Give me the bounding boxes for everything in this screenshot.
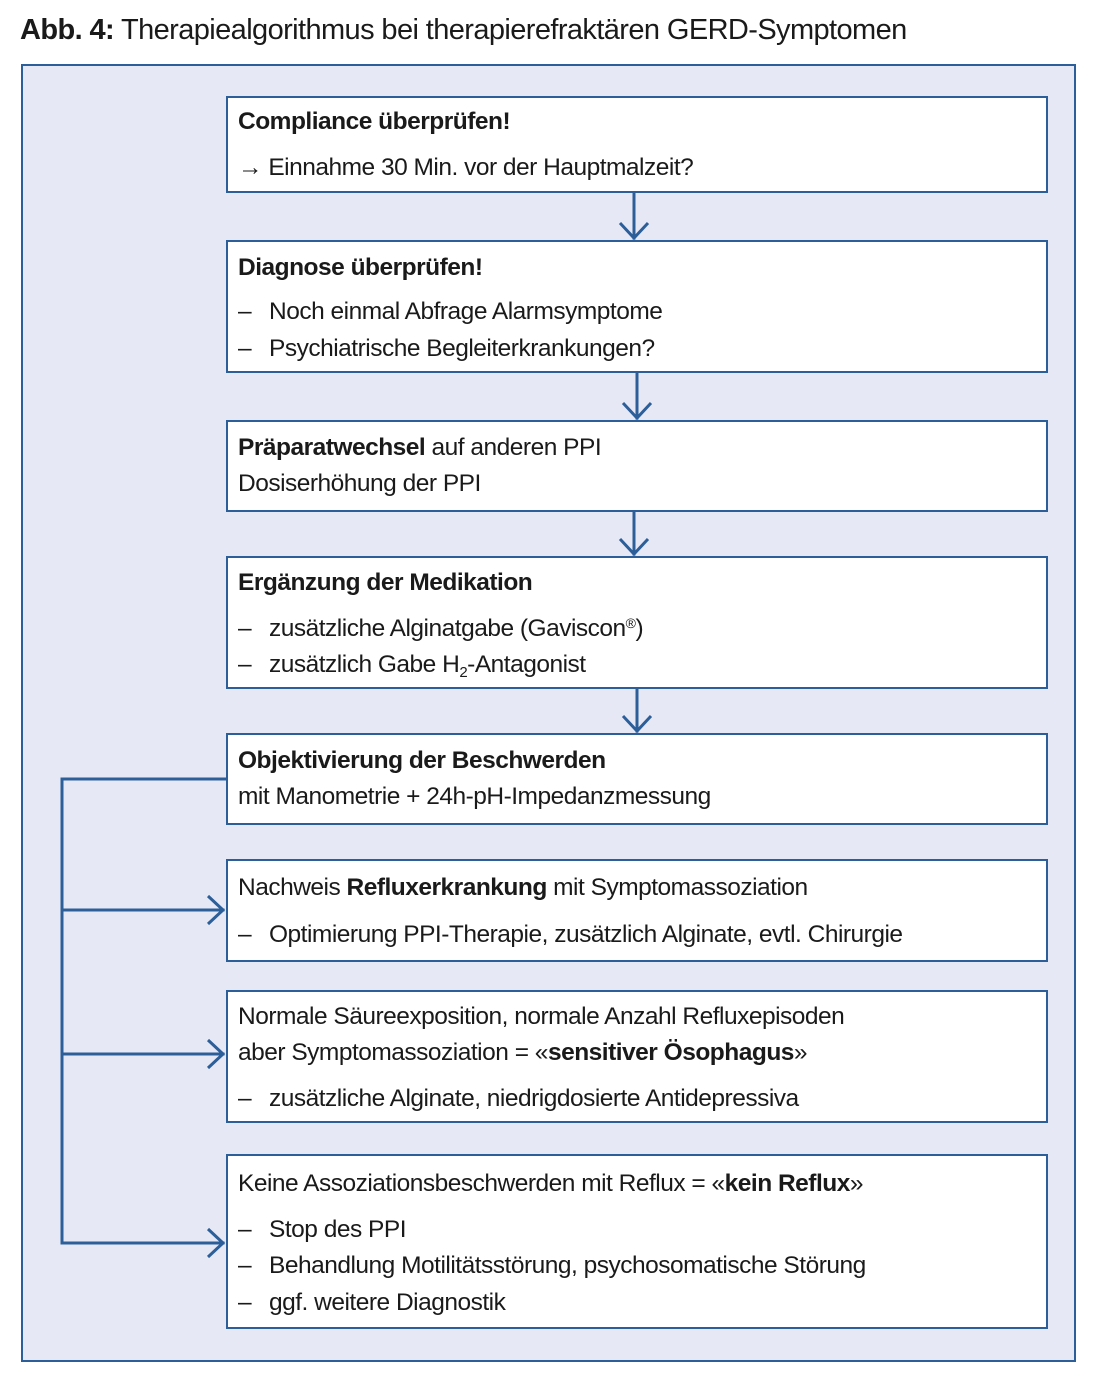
step-heading: Ergänzung der Medikation xyxy=(238,569,533,596)
outcome-intro: Keine Assoziationsbeschwerden mit Reflux = « xyxy=(238,1170,725,1197)
outcome-line: ggf. weitere Diagnostik xyxy=(269,1289,506,1316)
outcome-line: zusätzliche Alginate, niedrigdosierte Antidepressiva xyxy=(269,1085,799,1112)
outcome-intro: Normale Säureexposition, normale Anzahl Refluxepisoden xyxy=(238,1003,845,1030)
outcome-intro-bold: Refluxerkrankung xyxy=(346,874,547,901)
outcome-intro-bold: sensitiver Ösophagus xyxy=(547,1039,794,1066)
figure-label: Abb. 4: xyxy=(20,14,115,46)
outcome-intro: » xyxy=(849,1170,864,1197)
step-heading: Diagnose überprüfen! xyxy=(238,254,483,281)
step-heading-rest: auf anderen PPI xyxy=(425,434,602,461)
step-diagnosis-box xyxy=(226,240,1048,373)
registered-mark: ® xyxy=(625,615,636,631)
figure-title xyxy=(20,14,907,47)
step-line-suffix: -Antagonist xyxy=(467,651,586,678)
step-heading-bold: Präparatwechsel xyxy=(238,434,426,461)
bullet-dash: – xyxy=(238,651,252,678)
bullet-dash: – xyxy=(238,1216,252,1243)
bullet-dash: – xyxy=(238,1085,252,1112)
step-heading: Objektivierung der Beschwerden xyxy=(238,747,606,774)
outcome-intro-bold: kein Reflux xyxy=(724,1170,850,1197)
step-objectification-box xyxy=(226,733,1048,825)
outcome-intro: mit Symptomassoziation xyxy=(546,874,808,901)
outcome-line: Stop des PPI xyxy=(269,1216,407,1243)
bullet-dash: – xyxy=(238,298,252,325)
bullet-dash: – xyxy=(238,921,252,948)
step-line: zusätzlich Gabe H xyxy=(269,651,460,678)
outcome-reflux-disease-box xyxy=(226,859,1048,962)
step-medication-box xyxy=(226,556,1048,689)
outcome-line: Optimierung PPI-Therapie, zusätzlich Alginate, evtl. Chirurgie xyxy=(269,921,903,948)
step-line: Psychiatrische Begleiterkrankungen? xyxy=(269,335,655,362)
figure-title-text: Therapiealgorithmus bei therapierefraktären GERD-Symptomen xyxy=(121,14,907,46)
arrow-right-icon: → xyxy=(238,154,262,181)
step-line: Dosiserhöhung der PPI xyxy=(238,470,481,497)
outcome-line: Behandlung Motilitätsstörung, psychosomatische Störung xyxy=(269,1252,866,1279)
step-line-suffix: ) xyxy=(635,615,644,642)
bullet-dash: – xyxy=(238,1289,252,1316)
step-compliance-box xyxy=(226,96,1048,193)
bullet-dash: – xyxy=(238,1252,252,1279)
step-line: zusätzliche Alginatgabe (Gaviscon xyxy=(269,615,626,642)
step-line: mit Manometrie + 24h-pH-Impedanzmessung xyxy=(238,783,711,810)
step-line: Einnahme 30 Min. vor der Hauptmalzeit? xyxy=(268,154,694,181)
step-heading: Compliance überprüfen! xyxy=(238,108,511,135)
outcome-intro: aber Symptomassoziation = « xyxy=(238,1039,548,1066)
bullet-dash: – xyxy=(238,615,252,642)
bullet-dash: – xyxy=(238,335,252,362)
subscript: 2 xyxy=(459,664,468,681)
outcome-no-reflux-box xyxy=(226,1154,1048,1329)
outcome-sensitive-esophagus-box xyxy=(226,990,1048,1123)
outcome-intro: Nachweis xyxy=(238,874,347,901)
step-drug-switch-box xyxy=(226,420,1048,512)
outcome-intro: » xyxy=(793,1039,808,1066)
step-line: Noch einmal Abfrage Alarmsymptome xyxy=(269,298,663,325)
